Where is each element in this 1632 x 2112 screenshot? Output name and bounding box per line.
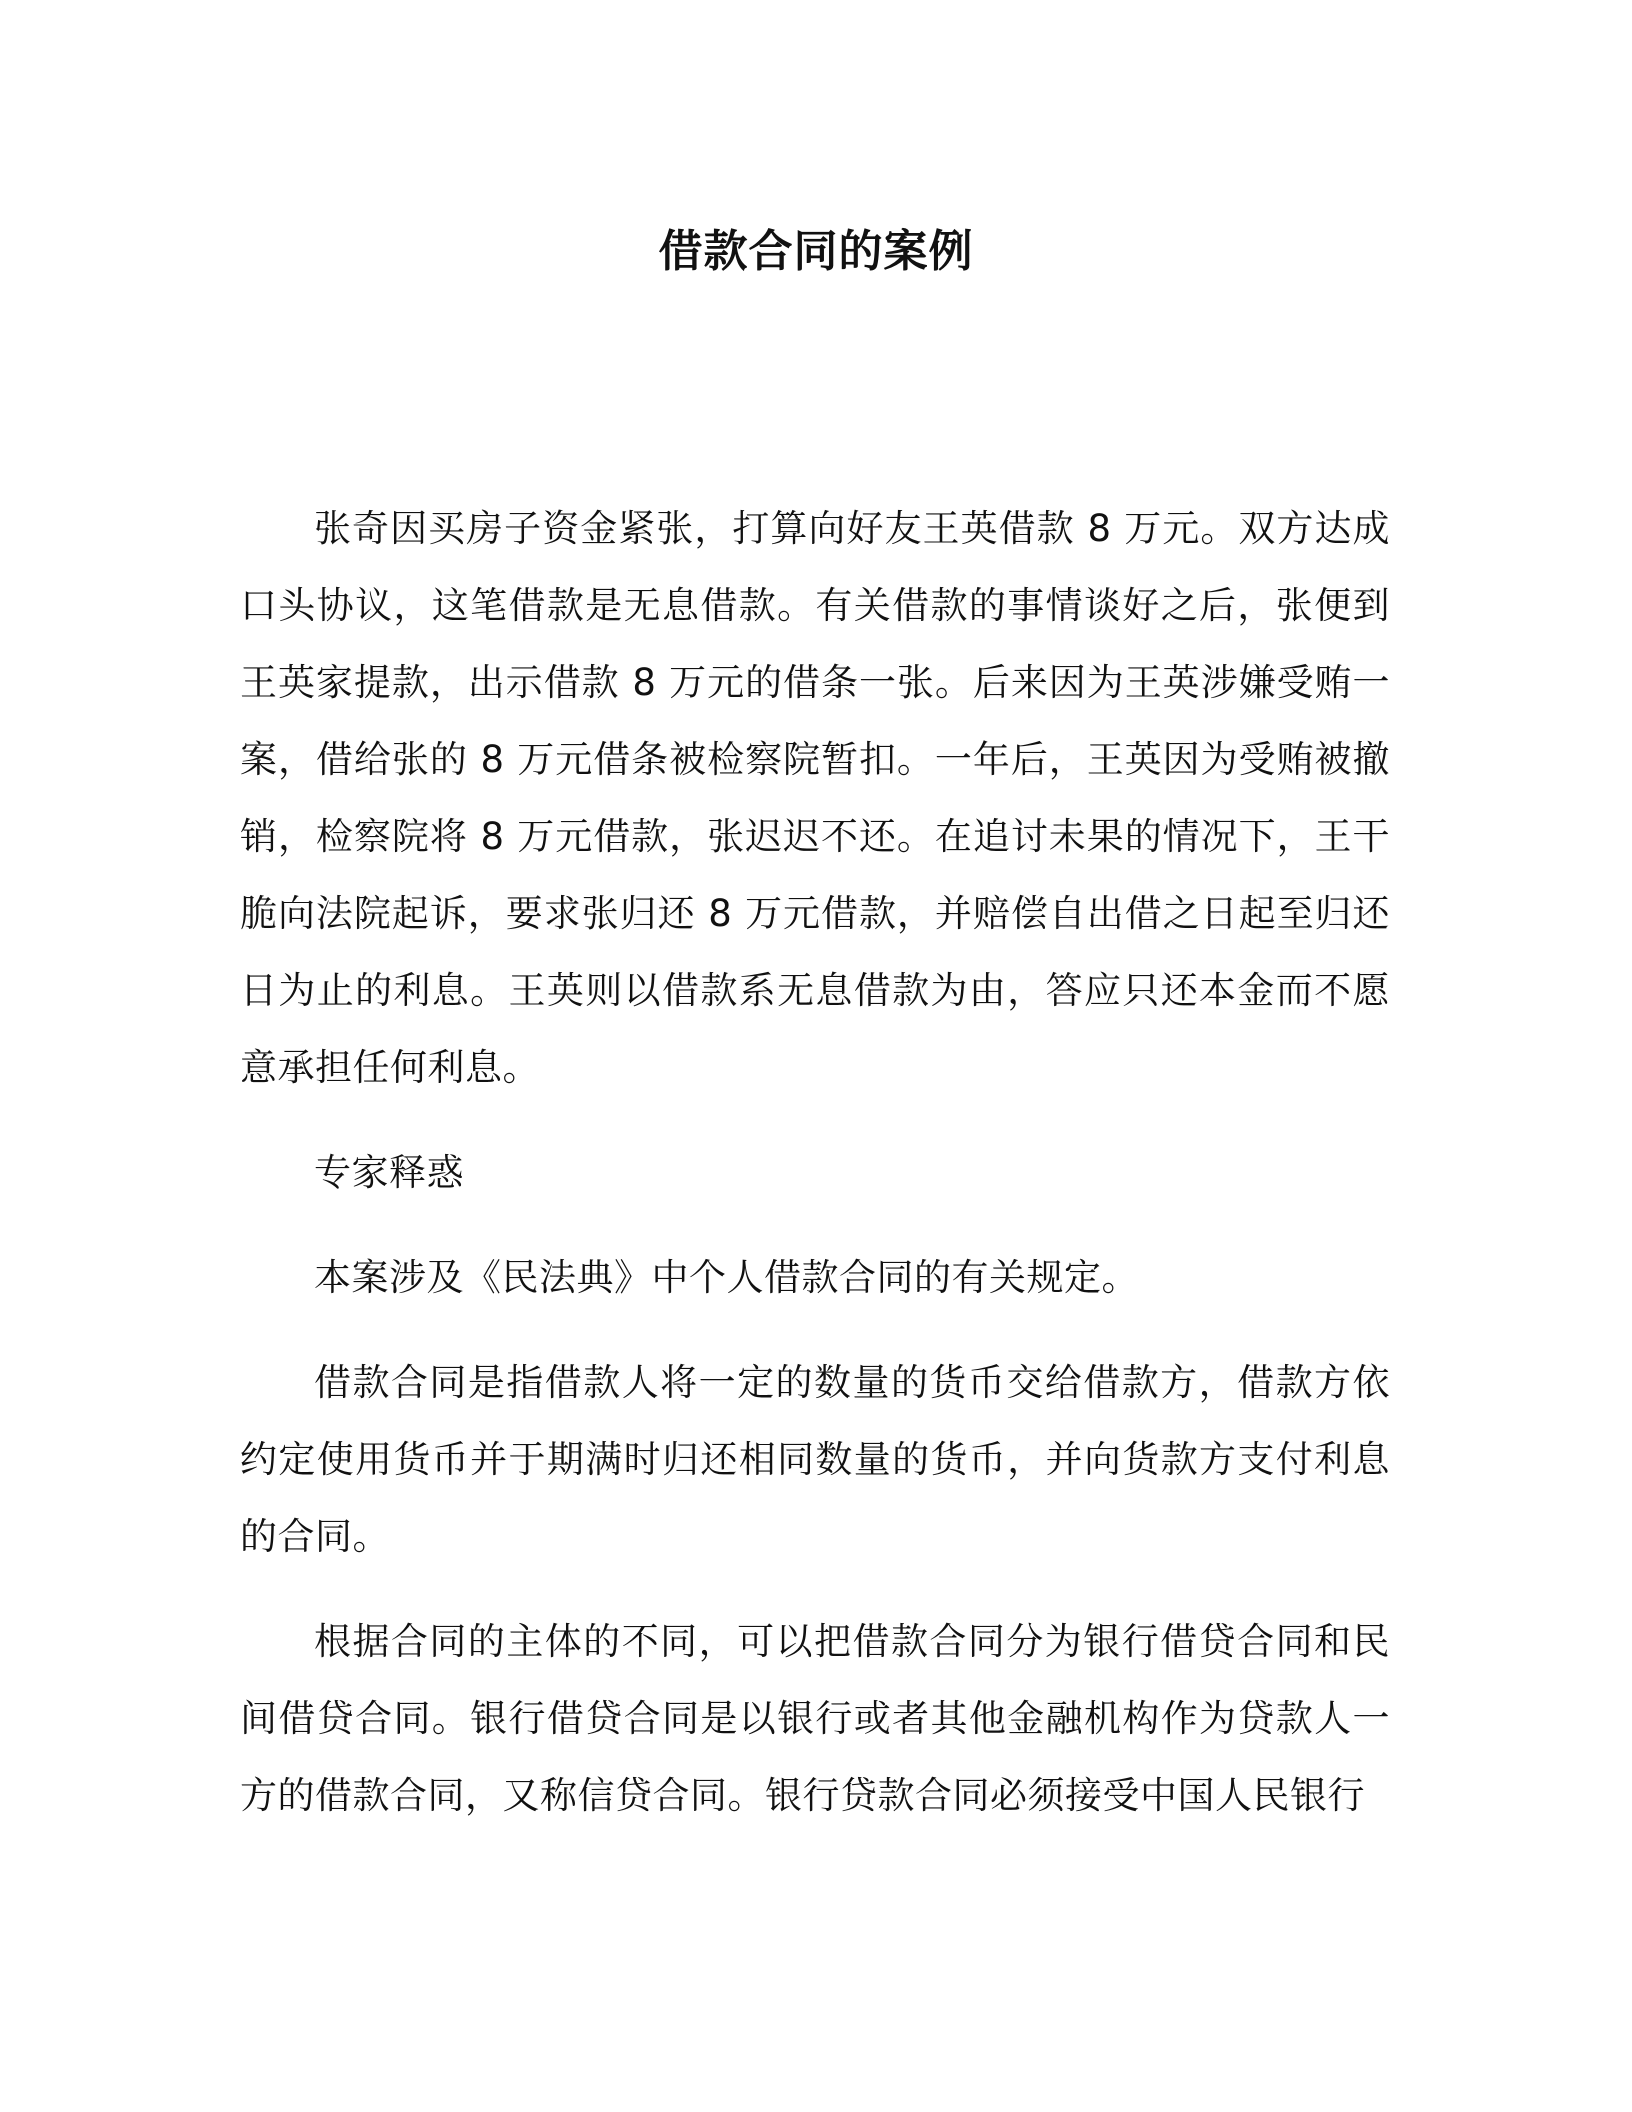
document-body — [240, 490, 1390, 1862]
paragraph-contract-definition: 借款合同是指借款人将一定的数量的货币交给借款方，借款方依约定使用货币并于期满时归还相同数量的货币，并向货款方支付利息的合同。 — [240, 1361, 1390, 1558]
paragraph-contract-types: 根据合同的主体的不同，可以把借款合同分为银行借贷合同和民间借贷合同。银行借贷合同是以银行或者其他金融机构作为贷款人一方的借款合同，又称信贷合同。银行贷款合同必须接受中国人民银行 — [240, 1620, 1390, 1817]
document-title: 借款合同的案例 — [658, 226, 974, 277]
paragraph-expert-heading: 专家释惑 — [314, 1151, 464, 1194]
paragraph-legal-basis: 本案涉及《民法典》中个人借款合同的有关规定。 — [314, 1256, 1139, 1299]
paragraph-case-description: 张奇因买房子资金紧张，打算向好友王英借款 8 万元。双方达成口头协议，这笔借款是无息借款。有关借款的事情谈好之后，张便到王英家提款，出示借款 8 万元的借条一张。后来因为王英涉嫌受贿一案，借给张的 8 万元借条被检察院暂扣。一年后，王英因为受贿被撤销，检察院将 8 万元借款，张迟迟不还。在追讨未果的情况下，王干脆向法院起诉，要求张归还 8 万元借款，并赔偿自出借之日起至归还日为止的利息。王英则以借款系无息借款为由，答应只还本金而不愿意承担任何利息。 — [240, 507, 1390, 1089]
